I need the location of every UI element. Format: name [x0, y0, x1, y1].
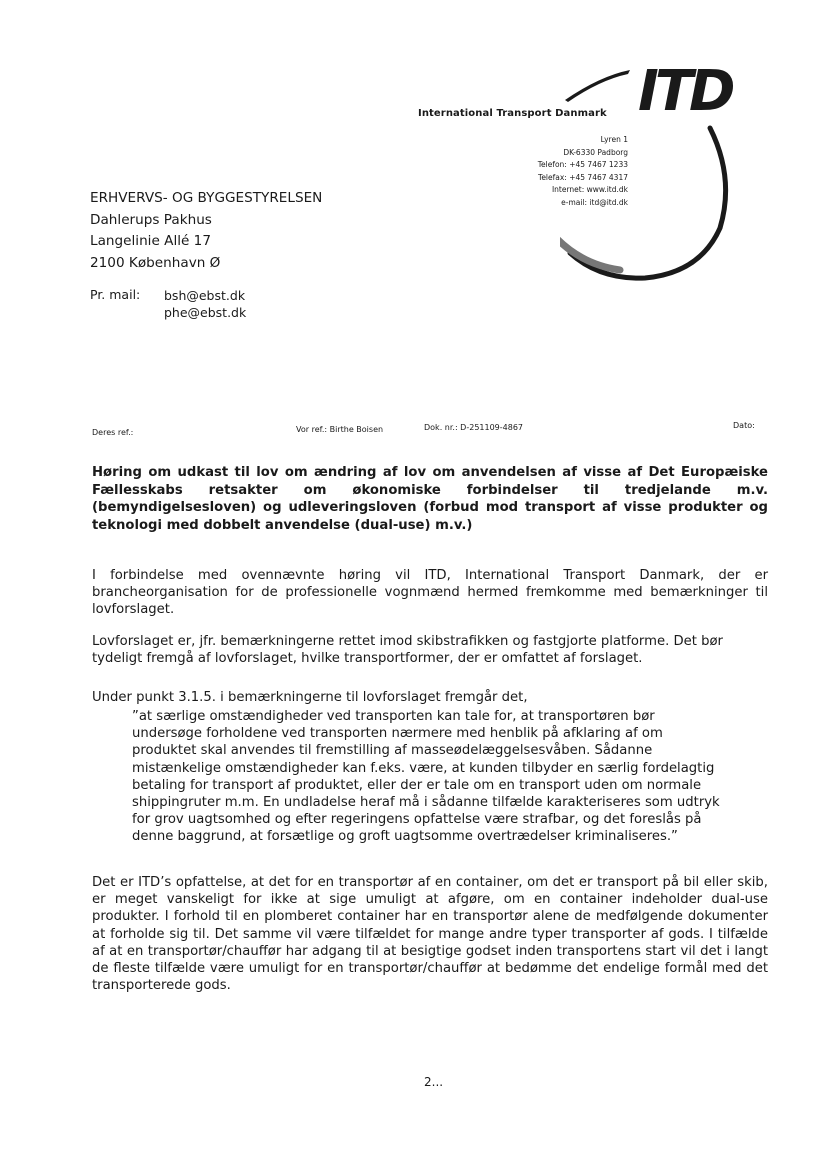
mail-label: Pr. mail:: [90, 287, 141, 302]
paragraph-opinion: Det er ITD’s opfattelse, at det for en transportør af en container, om det er transport på bil eller skib, er meget vanskeligt for ikke at sige umuligt at afgøre, om en container indeholder dual-use produkter. I forhold til en plomberet container har en transportør alene de medfølgende dokumenter at forholde sig til. Det samme vil være tilfældet for mange andre typer transporter af gods. I tilfælde af at en transportør/chauffør har adgang til at besigtige godset inden transportens start vil det i langt de fleste tilfælde være umuligt for en transportør/chauffør at bedømme det endelige formål med det transporterede gods.: [92, 875, 768, 994]
paragraph-intro: I forbindelse med ovennævnte høring vil ITD, International Transport Danmark, der er brancheorganisation for de professionelle vognmænd hermed fremkomme med bemærkninger til lovforslaget.: [92, 568, 768, 618]
address-street: Lyren 1: [600, 135, 628, 144]
website: Internet: www.itd.dk: [551, 185, 628, 195]
mail-address: phe@ebst.dk: [164, 305, 247, 320]
logo-swoosh-top: [565, 70, 630, 102]
logo-text: ITD: [638, 59, 732, 124]
mail-list: [164, 287, 246, 321]
date-label: Dato:: [733, 421, 755, 430]
block-quote: ”at særlige omstændigheder ved transporten kan tale for, at transportøren bør undersøge forholdene ved transporten nærmere med henblik på afklaring af om produktet skal anvendes til fremstilling af masseødelæggelsesvåben. Sådanne mistænkelige omstændigheder kan f.eks. være, at kunden tilbyder en særlig fordelagtig betaling for transport af produktet, eller der er tale om en transport uden om normale shippingruter m.m. En undladelse heraf må i sådanne tilfælde karakteriseres som udtryk for grov uagtsomhed og efter regeringens opfattelse være strafbar, og det foreslås på denne baggrund, at forsætlige og groft uagtsomme overtrædelser kriminaliseres.”: [132, 709, 720, 845]
paragraph-quote-intro: Under punkt 3.1.5. i bemærkningerne til lovforslaget fremgår det,: [92, 690, 528, 705]
recipient-line: 2100 København Ø: [90, 254, 221, 271]
fax: Telefax: +45 7467 4317: [538, 172, 628, 182]
logo-arc-shade: [560, 218, 620, 270]
contact-block: [476, 134, 628, 210]
document-number: Dok. nr.: D-251109-4867: [424, 423, 524, 432]
address-city: DK-6330 Padborg: [563, 147, 628, 157]
recipient-line: ERHVERVS- OG BYGGESTYRELSEN: [90, 190, 323, 206]
recipient-line: Langelinie Allé 17: [90, 233, 211, 249]
email: e-mail: itd@itd.dk: [561, 197, 628, 207]
organization-name: International Transport Danmark: [418, 108, 607, 119]
mail-address: bsh@ebst.dk: [164, 288, 246, 303]
vor-ref: Vor ref.: Birthe Boisen: [296, 425, 384, 434]
subject-heading: Høring om udkast til lov om ændring af lov om anvendelsen af visse af Det Europæiske Fællesskabs retsakter om økonomiske forbindelser til tredjelande m.v. (bemyndigelsesloven) og udleveringsloven (forbud mod transport af visse produkter og teknologi med dobbelt anvendelse (dual-use) m.v.): [92, 465, 768, 533]
deres-ref: Deres ref.:: [92, 428, 134, 437]
page-number: 2...: [424, 1075, 444, 1089]
recipient-address: [90, 188, 322, 274]
paragraph-scope: Lovforslaget er, jfr. bemærkningerne rettet imod skibstrafikken og fastgjorte platforme. Det bør tydeligt fremgå af lovforslaget, hvilke transportformer, der er omfattet af forslaget.: [92, 634, 723, 667]
phone: Telefon: +45 7467 1233: [537, 160, 628, 170]
recipient-line: Dahlerups Pakhus: [90, 211, 212, 228]
